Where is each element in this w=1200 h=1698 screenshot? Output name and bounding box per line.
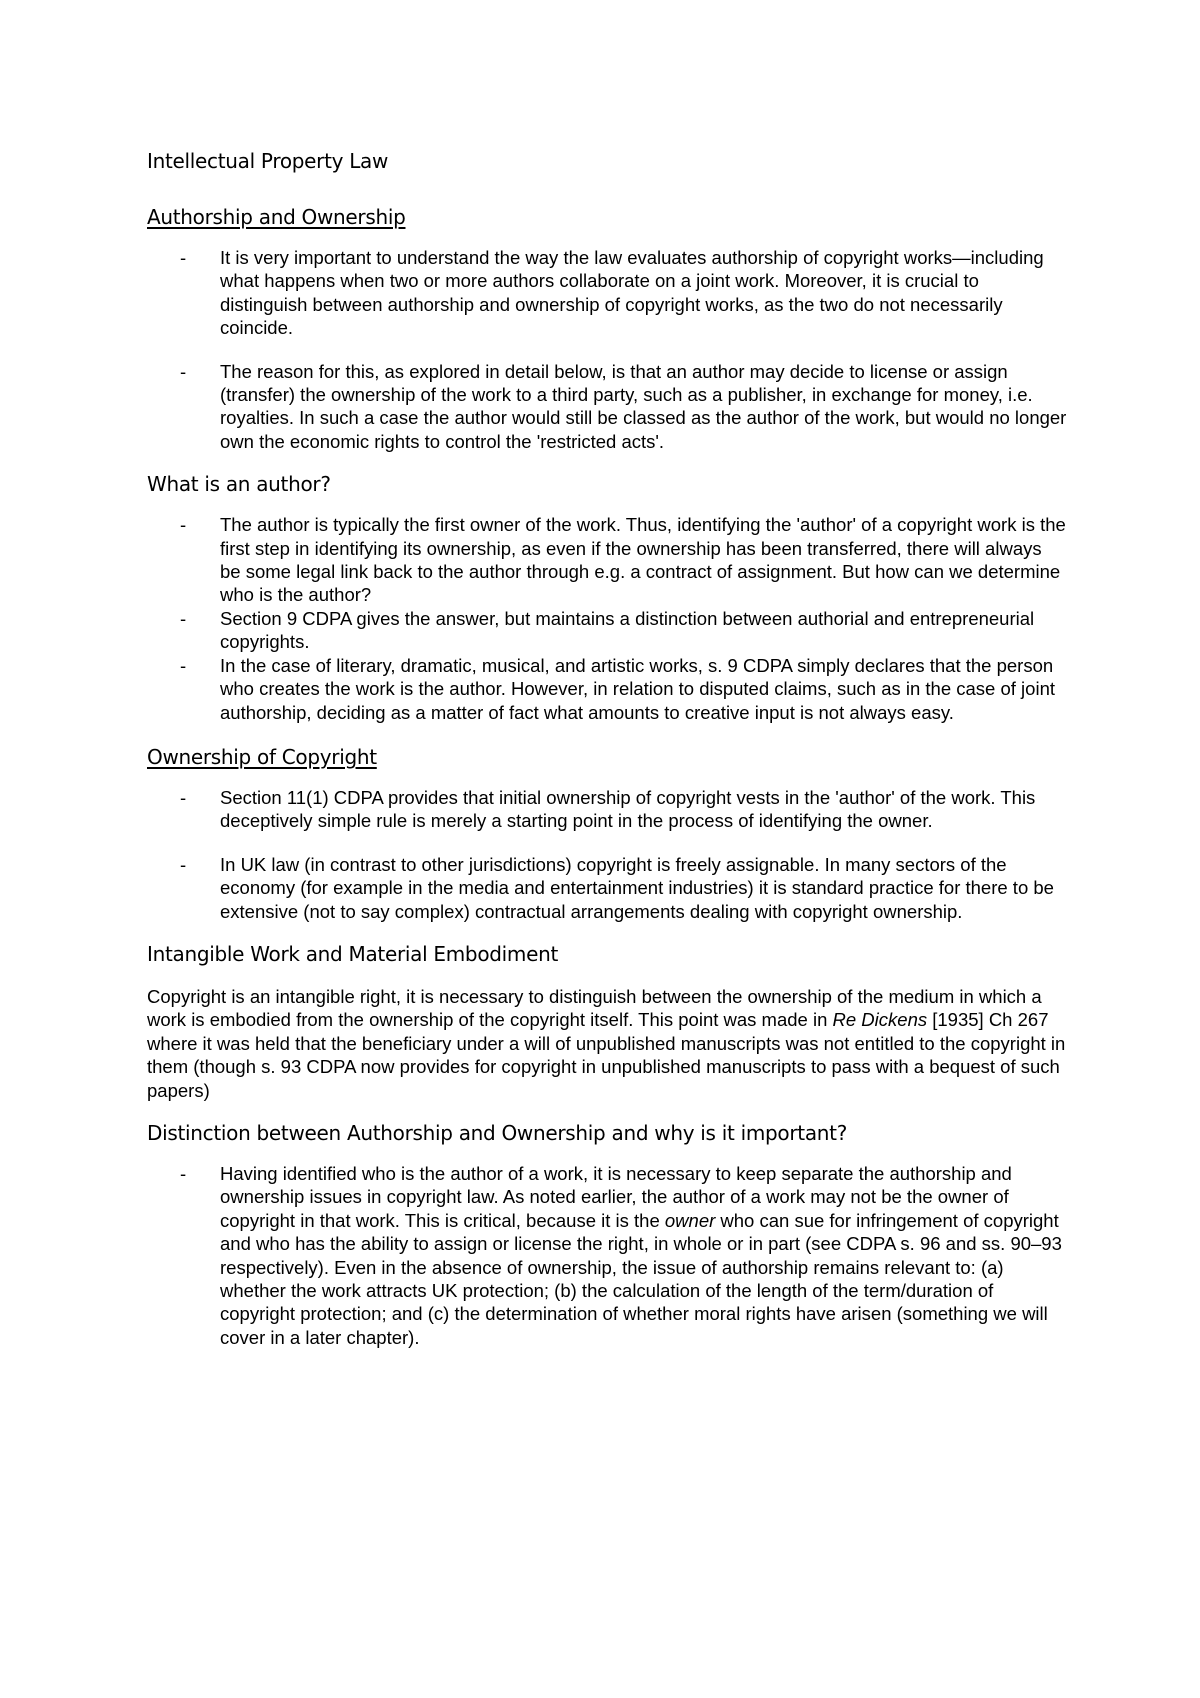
list-item-text: In the case of literary, dramatic, musical, and artistic works, s. 9 CDPA simply declares that the person who creates the work is the author. However, in relation to disputed claims, such as in the case of joint authorship, deciding as a matter of fact what amounts to creative input is not always easy. — [220, 654, 1055, 723]
intangible-paragraph — [147, 985, 1067, 1102]
distinction-list — [147, 1162, 1067, 1349]
list-item — [147, 246, 1067, 340]
dash-bullet: - — [180, 786, 187, 808]
list-item-text: The author is typically the first owner of the work. Thus, identifying the 'author' of a copyright work is the first step in identifying its ownership, as even if the ownership has been transferred, there will always be some legal link back to the author through e.g. a contract of assignment. But how can we determine who is the author? — [220, 514, 1066, 606]
list-item — [147, 786, 1067, 833]
dash-bullet: - — [180, 360, 187, 382]
what-is-author-list — [147, 513, 1067, 724]
list-item — [147, 853, 1067, 923]
list-item-text — [220, 1163, 1062, 1348]
section-heading-what-is-author: What is an author? — [147, 472, 331, 497]
document-page — [147, 148, 1067, 1349]
list-item — [147, 1162, 1067, 1349]
section-heading-authorship-ownership: Authorship and Ownership — [147, 205, 406, 229]
paragraph-text: Copyright is an intangible right, it is necessary to distinguish between the ownership of the medium in which a work is embodied from the ownership of the copyright itself. This point was made in — [147, 985, 1042, 1031]
list-item-text: Section 9 CDPA gives the answer, but maintains a distinction between authorial and entrepreneurial copyrights. — [220, 607, 1035, 653]
section-heading-intangible: Intangible Work and Material Embodiment — [147, 941, 559, 966]
paragraph-text: [1935] Ch 267 where it was held that the beneficiary under a will of unpublished manuscripts was not entitled to the copyright in them (though s. 93 CDPA now provides for copyright in unpublished manuscripts to pass with a bequest of such papers) — [147, 1009, 1066, 1101]
list-item — [147, 360, 1067, 454]
ownership-copyright-list — [147, 786, 1067, 923]
emphasis-owner: owner — [664, 1209, 716, 1231]
list-item-text: Section 11(1) CDPA provides that initial ownership of copyright vests in the 'author' of the work. This deceptively simple rule is merely a starting point in the process of identifying the owner. — [220, 786, 1036, 832]
section-heading-distinction: Distinction between Authorship and Ownership and why is it important? — [147, 1120, 848, 1145]
list-item — [147, 513, 1067, 607]
list-item-text: In UK law (in contrast to other jurisdictions) copyright is freely assignable. In many sectors of the economy (for example in the media and entertainment industries) it is standard practice for there to be extensive (not to say complex) contractual arrangements dealing with copyright ownership. — [220, 853, 1054, 922]
dash-bullet: - — [180, 1162, 187, 1184]
dash-bullet: - — [180, 654, 187, 676]
dash-bullet: - — [180, 607, 187, 629]
section-heading-ownership-copyright: Ownership of Copyright — [147, 744, 377, 769]
list-item-text: The reason for this, as explored in detail below, is that an author may decide to license or assign (transfer) the ownership of the work to a third party, such as a publisher, in exchange for money, i.e. royalties. In such a case the author would still be classed as the author of the work, but would no longer own the economic rights to control the 'restricted acts'. — [220, 360, 1067, 452]
document-title: Intellectual Property Law — [147, 149, 389, 173]
dash-bullet: - — [180, 853, 187, 875]
list-item-text-part: Having identified who is the author of a work, it is necessary to keep separate the authorship and ownership issues in copyright law. As noted earlier, the author of a work may not be the owner of copyright in that work. This is critical, because it is the — [220, 1162, 1012, 1231]
list-item — [147, 607, 1067, 654]
case-name: Re Dickens — [832, 1009, 928, 1031]
list-item-text-part: who can sue for infringement of copyright and who has the ability to assign or license the right, in whole or in part (see CDPA s. 96 and ss. 90–93 respectively). Even in the absence of ownership, the issue of authorship remains relevant to: (a) whether the work attracts UK protection; (b) the calculation of the length of the term/duration of copyright protection; and (c) the determination of whether moral rights have arisen (something we will cover in a later chapter). — [220, 1209, 1062, 1348]
dash-bullet: - — [180, 247, 187, 268]
authorship-ownership-list — [147, 246, 1067, 453]
dash-bullet: - — [180, 514, 187, 536]
list-item-text: It is very important to understand the way the law evaluates authorship of copyright works—including what happens when two or more authors collaborate on a joint work. Moreover, it is crucial to distinguish between authorship and ownership of copyright works, as the two do not necessarily coincide. — [220, 247, 1044, 339]
list-item — [147, 654, 1067, 724]
